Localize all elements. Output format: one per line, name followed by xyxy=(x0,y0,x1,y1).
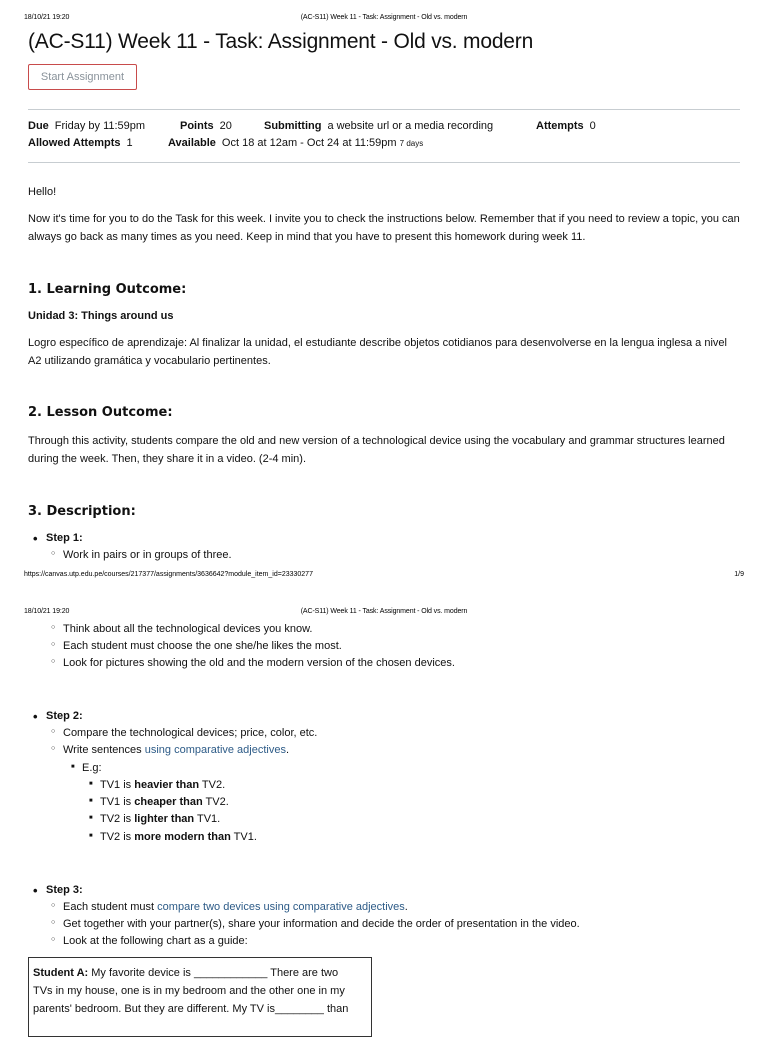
example-item xyxy=(100,813,220,825)
step1-item: ○ Look for pictures showing the old and the modern version of the chosen devices. xyxy=(63,657,455,669)
step3-label: • Step 3: xyxy=(46,884,83,896)
step1-item: ○ Each student must choose the one she/he likes the most. xyxy=(63,640,342,652)
due-label: Due xyxy=(28,120,49,132)
example-text: TV2. xyxy=(202,796,229,808)
example-text: TV2 is xyxy=(100,831,135,843)
box-line xyxy=(33,964,367,982)
example-item xyxy=(100,796,229,808)
step2-item: ○ Compare the technological devices; price, color, etc. xyxy=(63,727,317,739)
example-item xyxy=(100,831,257,843)
step2-item-text: . xyxy=(285,744,290,756)
example-text: TV1 is xyxy=(100,796,135,808)
box-line: TVs in my house, one is in my bedroom and the other one in my xyxy=(33,985,345,997)
step2-item-text: Write sentences xyxy=(63,744,145,756)
example-bold: more modern than xyxy=(134,831,231,843)
start-assignment-button[interactable]: Start Assignment xyxy=(28,64,137,90)
assignment-title: (AC-S11) Week 11 - Task: Assignment - Old vs. modern xyxy=(28,30,534,53)
allowed-attempts-value: 1 xyxy=(126,137,133,149)
available-value: Oct 18 at 12am - Oct 24 at 11:59pm xyxy=(221,137,397,149)
example-text: TV2. xyxy=(199,779,226,791)
step2-label: • Step 2: xyxy=(46,710,83,722)
lesson-paragraph: Through this activity, students compare the old and new version of a technological device using the vocabulary and grammar structures learned during the week. Then, they share it in a video. (2-4 min). xyxy=(28,435,725,465)
step1-item: ○ Work in pairs or in groups of three. xyxy=(63,549,232,561)
section-description-title: 3. Description: xyxy=(28,504,136,519)
points-label: Points xyxy=(180,120,214,132)
print-datetime: 18/10/21 19:20 xyxy=(24,14,70,21)
step3-item-text: Each student must xyxy=(63,901,158,913)
example-item xyxy=(100,779,225,791)
example-text: TV1. xyxy=(194,813,221,825)
print-doc-title: (AC-S11) Week 11 - Task: Assignment - Old vs. modern xyxy=(300,14,468,21)
example-bold: lighter than xyxy=(134,813,195,825)
intro-paragraph: Now it's time for you to do the Task for this week. I invite you to check the instructions below. Remember that if you need to review a topic, you can always go back as many times as you need. Keep in mind that you have to present this homework during week 11. xyxy=(28,213,740,243)
example-bold: cheaper than xyxy=(134,796,203,808)
submitting-value: a website url or a media recording xyxy=(327,120,494,132)
unit-title: Unidad 3: Things around us xyxy=(28,310,174,322)
step3-item: ○ Get together with your partner(s), share your information and decide the order of presentation in the video. xyxy=(63,918,580,930)
example-text: TV1 is xyxy=(100,779,135,791)
step3-item-text: . xyxy=(404,901,408,913)
step3-item xyxy=(63,901,408,913)
step1-item: ○ Think about all the technological devices you know. xyxy=(63,623,313,635)
attempts-value: 0 xyxy=(589,120,596,132)
logro-paragraph: Logro específico de aprendizaje: Al finalizar la unidad, el estudiante describe objetos cotidianos para desenvolverse en la lengua inglesa a nivel A2 utilizando gramática y vocabulario pertinentes. xyxy=(28,337,727,367)
compare-devices-link[interactable]: compare two devices using comparative adjectives xyxy=(157,901,405,913)
print-datetime: 18/10/21 19:20 xyxy=(24,608,70,615)
greeting-text: Hello! xyxy=(28,186,57,198)
example-text: TV2 is xyxy=(100,813,135,825)
student-a-box xyxy=(28,957,372,1037)
step1-label: • Step 1: xyxy=(46,532,83,544)
step2-item xyxy=(63,744,289,756)
student-a-label: Student A: xyxy=(33,967,89,979)
attempts-label: Attempts xyxy=(536,120,584,132)
step3-item: ○ Look at the following chart as a guide: xyxy=(63,935,248,947)
available-label: Available xyxy=(168,137,216,149)
allowed-attempts-label: Allowed Attempts xyxy=(28,137,121,149)
points-value: 20 xyxy=(219,120,232,132)
available-days: 7 days xyxy=(399,139,424,148)
box-line: parents' bedroom. But they are different. My TV is________ than xyxy=(33,1003,349,1015)
section-learning-outcome-title: 1. Learning Outcome: xyxy=(28,282,187,297)
section-lesson-outcome-title: 2. Lesson Outcome: xyxy=(28,405,173,420)
due-value: Friday by 11:59pm xyxy=(54,120,146,132)
footer-page-number: 1/9 xyxy=(734,571,744,578)
example-text: TV1. xyxy=(230,831,257,843)
example-label: ■ E.g: xyxy=(82,762,102,774)
footer-url: https://canvas.utp.edu.pe/courses/217377/assignments/3636642?module_item_id=23330277 xyxy=(24,571,313,578)
comparative-adjectives-link[interactable]: using comparative adjectives xyxy=(144,744,286,756)
example-bold: heavier than xyxy=(134,779,200,791)
box-text: My favorite device is ____________ There are two xyxy=(88,967,339,979)
submitting-label: Submitting xyxy=(264,120,322,132)
print-doc-title: (AC-S11) Week 11 - Task: Assignment - Old vs. modern xyxy=(300,608,468,615)
